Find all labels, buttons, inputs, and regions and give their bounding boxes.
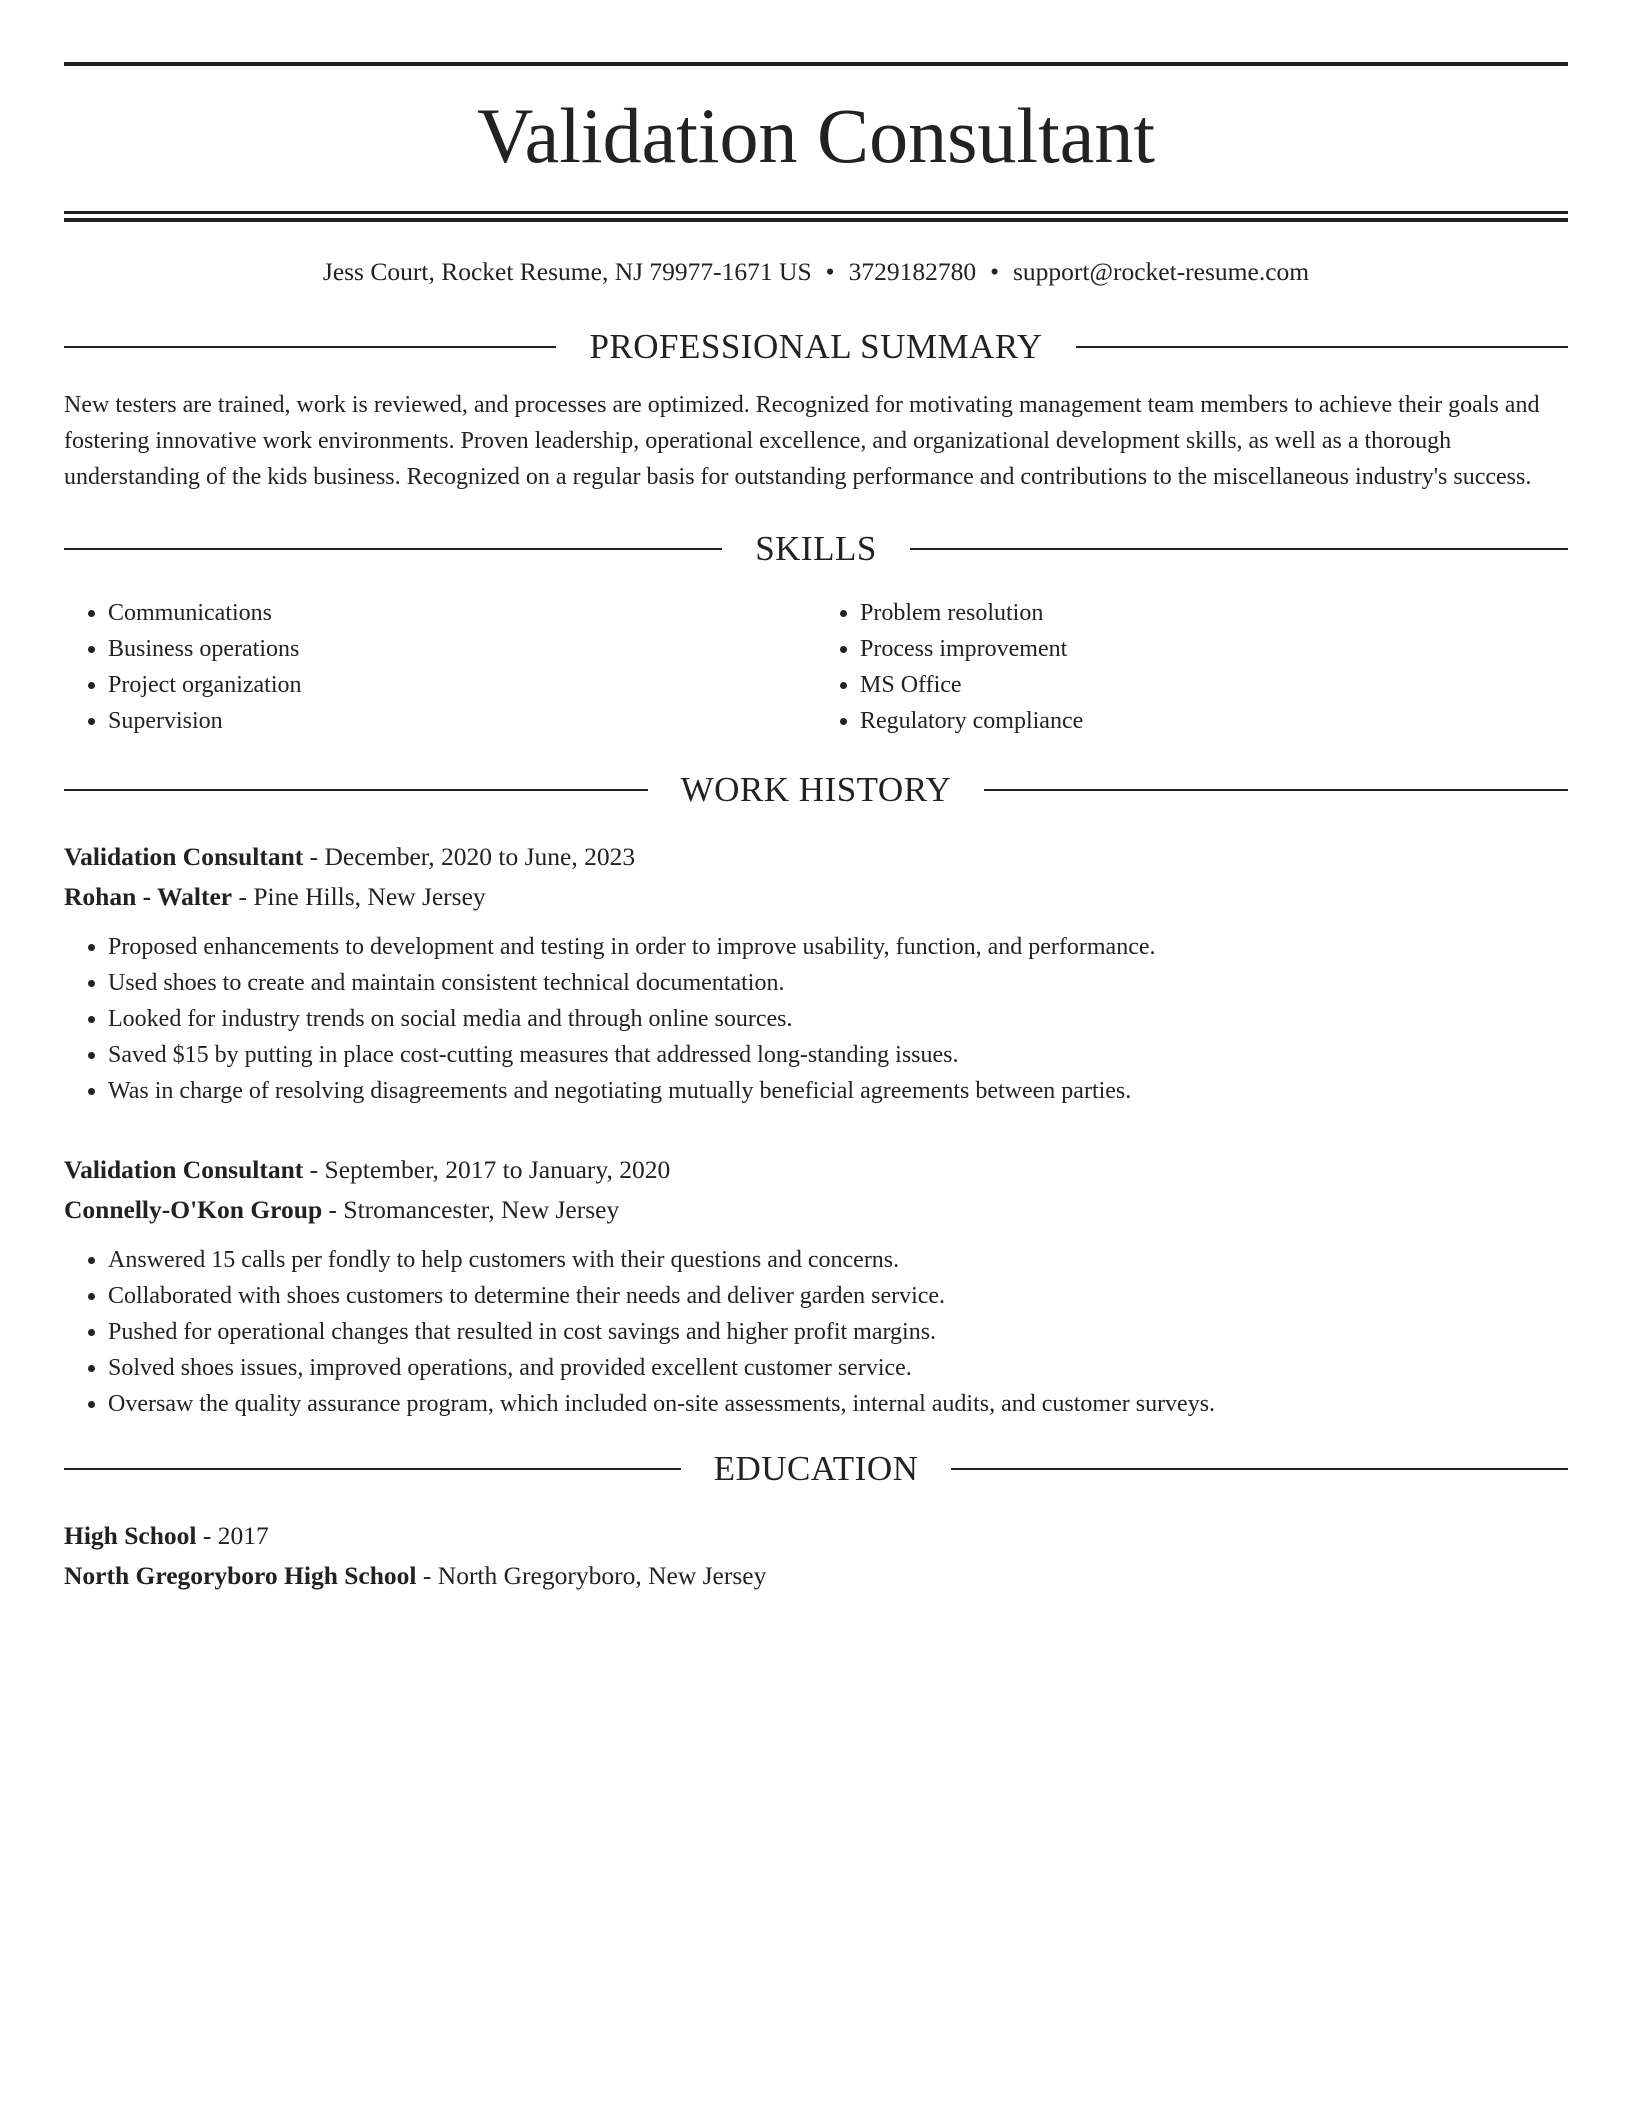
job-title: Validation Consultant xyxy=(64,1155,304,1184)
work-history-heading-title: WORK HISTORY xyxy=(680,770,952,809)
job-dates: - September, 2017 to January, 2020 xyxy=(303,1155,671,1184)
work-history-heading xyxy=(64,769,1568,811)
heading-rule-right xyxy=(1076,346,1568,348)
job-company: Rohan - Walter xyxy=(64,882,233,911)
heading-rule-left xyxy=(64,1468,681,1470)
job-bullets xyxy=(64,1242,1568,1422)
job-bullet: • Used shoes to create and maintain consistent technical documentation. xyxy=(108,965,1568,1001)
heading-rule-left xyxy=(64,346,556,348)
job-company-line xyxy=(64,877,1568,917)
contact-line xyxy=(64,256,1568,288)
summary-text: New testers are trained, work is reviewed, and processes are optimized. Recognized for motivating management team members to achieve their goals and fostering innovative work environments. Proven leadership, operational excellence, and organizational development skills, as well as a thorough understanding of the kids business. Recognized on a regular basis for outstanding performance and contributions to the miscellaneous industry's success. xyxy=(64,392,1540,490)
skills-heading xyxy=(64,528,1568,570)
job-entry xyxy=(64,837,1568,1109)
skill-item: • MS Office xyxy=(860,667,1568,703)
education-location: - North Gregoryboro, New Jersey xyxy=(416,1561,767,1590)
heading-rule-right xyxy=(951,1468,1568,1470)
heading-rule-right xyxy=(984,789,1568,791)
job-company-line xyxy=(64,1190,1568,1230)
skill-item: • Business operations xyxy=(108,631,816,667)
education-degree: High School xyxy=(64,1521,197,1550)
education-heading xyxy=(64,1448,1568,1490)
job-bullet: • Was in charge of resolving disagreements and negotiating mutually beneficial agreements between parties. xyxy=(108,1073,1568,1109)
job-bullet: • Proposed enhancements to development and testing in order to improve usability, function, and performance. xyxy=(108,929,1568,965)
skill-item: • Problem resolution xyxy=(860,595,1568,631)
skills-heading-title: SKILLS xyxy=(755,529,877,568)
heading-rule-left xyxy=(64,548,722,550)
heading-rule-left xyxy=(64,789,648,791)
job-bullets xyxy=(64,929,1568,1109)
job-bullet: • Collaborated with shoes customers to determine their needs and deliver garden service. xyxy=(108,1278,1568,1314)
job-title: Validation Consultant xyxy=(64,842,304,871)
education-school: North Gregoryboro High School xyxy=(64,1561,417,1590)
education-heading-title: EDUCATION xyxy=(713,1449,919,1488)
job-dates: - December, 2020 to June, 2023 xyxy=(303,842,636,871)
job-bullet: • Answered 15 calls per fondly to help customers with their questions and concerns. xyxy=(108,1242,1568,1278)
top-rule xyxy=(64,62,1568,66)
skill-item: • Communications xyxy=(108,595,816,631)
contact-phone: 3729182780 xyxy=(848,257,977,286)
job-location: - Pine Hills, New Jersey xyxy=(232,882,486,911)
summary-heading-title: PROFESSIONAL SUMMARY xyxy=(589,327,1043,366)
contact-separator: • xyxy=(990,257,999,286)
job-bullet: • Looked for industry trends on social media and through online sources. xyxy=(108,1001,1568,1037)
job-title-line xyxy=(64,837,1568,877)
skill-item: • Project organization xyxy=(108,667,816,703)
job-bullet: • Oversaw the quality assurance program, which included on-site assessments, internal audits, and customer surveys. xyxy=(108,1386,1568,1422)
double-rule xyxy=(64,211,1568,222)
job-location: - Stromancester, New Jersey xyxy=(322,1195,620,1224)
education-school-line xyxy=(64,1556,1568,1596)
skills-column-right xyxy=(816,595,1568,739)
resume-name: Validation Consultant xyxy=(476,92,1156,179)
education-degree-line xyxy=(64,1516,1568,1556)
job-bullet: • Pushed for operational changes that resulted in cost savings and higher profit margins. xyxy=(108,1314,1568,1350)
skill-item: • Supervision xyxy=(108,703,816,739)
skills-column-left xyxy=(64,595,816,739)
education-entry xyxy=(64,1516,1568,1596)
job-entry xyxy=(64,1150,1568,1422)
summary-heading xyxy=(64,326,1568,368)
skill-item: • Regulatory compliance xyxy=(860,703,1568,739)
skill-item: • Process improvement xyxy=(860,631,1568,667)
skills-list xyxy=(64,595,1568,739)
heading-rule-right xyxy=(910,548,1568,550)
contact-address: Jess Court, Rocket Resume, NJ 79977-1671 US xyxy=(322,257,812,286)
contact-separator: • xyxy=(825,257,835,286)
education-year: - 2017 xyxy=(196,1521,269,1550)
job-bullet: • Solved shoes issues, improved operations, and provided excellent customer service. xyxy=(108,1350,1568,1386)
job-company: Connelly-O'Kon Group xyxy=(64,1195,323,1224)
contact-email[interactable]: support@rocket-resume.com xyxy=(1013,257,1310,286)
job-bullet: • Saved $15 by putting in place cost-cutting measures that addressed long-standing issues. xyxy=(108,1037,1568,1073)
job-title-line xyxy=(64,1150,1568,1190)
